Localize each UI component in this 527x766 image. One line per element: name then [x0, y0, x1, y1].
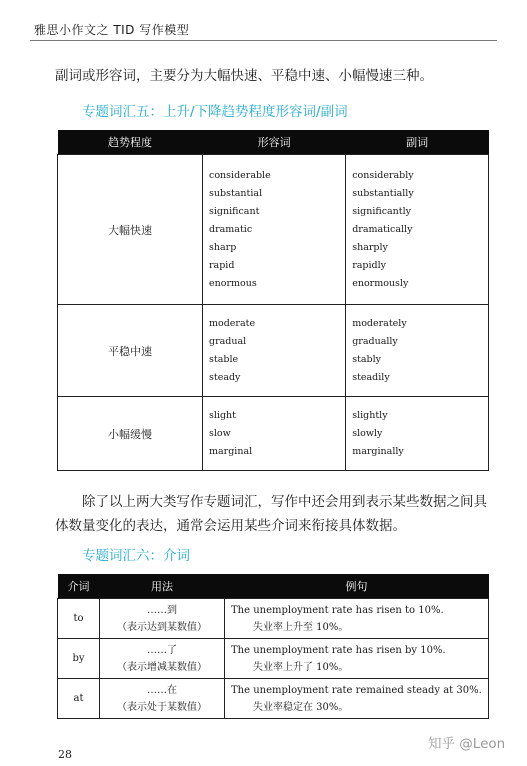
adverb: enormously	[352, 277, 409, 289]
col-header-usage: 用法	[100, 574, 225, 599]
adverb: considerably	[352, 169, 414, 181]
page-number: 28	[58, 748, 72, 761]
middle-paragraph: 除了以上两大类写作专题词汇，写作中还会用到表示某些数据之间具体数量变化的表达，通常会运用某些介词来衔接具体数据。	[55, 494, 487, 534]
table-header-row	[58, 130, 489, 155]
watermark: 知乎 @Leon	[428, 736, 506, 752]
preposition-table	[57, 574, 489, 719]
adverb-list	[346, 305, 489, 397]
usage-cell	[100, 599, 225, 639]
section-5-title: 专题词汇五：上升/下降趋势程度形容词/副词	[82, 104, 348, 120]
adverb-list	[346, 155, 489, 305]
preposition-cell: to	[58, 599, 100, 639]
usage-main: ……了	[147, 644, 177, 656]
col-header-degree: 趋势程度	[58, 130, 203, 155]
adjective: rapid	[209, 259, 235, 271]
adjective: moderate	[209, 317, 256, 329]
adverb: steadily	[352, 371, 390, 383]
table-row	[58, 397, 489, 471]
degree-cell: 小幅缓慢	[58, 397, 203, 471]
adjective: dramatic	[209, 223, 253, 235]
example-english: The unemployment rate has risen by 10%.	[231, 644, 446, 656]
adverb: sharply	[352, 241, 388, 253]
usage-main: ……到	[147, 604, 177, 616]
example-english: The unemployment rate has risen to 10%.	[231, 604, 444, 616]
table-row	[58, 305, 489, 397]
col-header-adverb: 副词	[346, 130, 489, 155]
adjective-list	[203, 305, 346, 397]
example-cell	[225, 599, 489, 639]
preposition-cell: at	[58, 679, 100, 719]
table-row	[58, 599, 489, 639]
example-chinese: 失业率稳定在 30%。	[253, 701, 349, 713]
adjective: enormous	[209, 277, 257, 289]
adjective: substantial	[209, 187, 263, 199]
adjective: gradual	[209, 335, 247, 347]
adverb: stably	[352, 353, 382, 365]
usage-note: （表示增减某数值）	[117, 661, 207, 673]
adverb: substantially	[352, 187, 414, 199]
adverb-list	[346, 397, 489, 471]
adjective: stable	[209, 353, 239, 365]
degree-cell: 平稳中速	[58, 305, 203, 397]
trend-degree-table	[57, 130, 489, 471]
example-english: The unemployment rate remained steady at 30%.	[231, 684, 482, 696]
adjective: marginal	[209, 445, 253, 457]
adjective-list	[203, 155, 346, 305]
adverb: slightly	[352, 409, 388, 421]
usage-main: ……在	[147, 684, 177, 696]
running-header: 雅思小作文之 TID 写作模型	[34, 23, 190, 37]
adjective: significant	[209, 205, 260, 217]
table-row	[58, 639, 489, 679]
usage-cell	[100, 679, 225, 719]
section-6-title: 专题词汇六：介词	[82, 548, 190, 564]
adverb: moderately	[352, 317, 407, 329]
adjective: slight	[209, 409, 236, 421]
example-cell	[225, 679, 489, 719]
usage-note: （表示处于某数值）	[117, 701, 207, 713]
adjective: slow	[209, 427, 231, 439]
col-header-preposition: 介词	[58, 574, 100, 599]
adverb: dramatically	[352, 223, 413, 235]
col-header-adjective: 形容词	[203, 130, 346, 155]
example-chinese: 失业率上升至 10%。	[253, 621, 349, 633]
usage-cell	[100, 639, 225, 679]
adjective: considerable	[209, 169, 271, 181]
table-row	[58, 155, 489, 305]
example-cell	[225, 639, 489, 679]
header-divider	[30, 40, 497, 41]
adverb: slowly	[352, 427, 383, 439]
adjective: sharp	[209, 241, 237, 253]
adjective-list	[203, 397, 346, 471]
example-chinese: 失业率上升了 10%。	[253, 661, 349, 673]
preposition-cell: by	[58, 639, 100, 679]
degree-cell: 大幅快速	[58, 155, 203, 305]
usage-note: （表示达到某数值）	[117, 621, 207, 633]
table-row	[58, 679, 489, 719]
adverb: gradually	[352, 335, 398, 347]
col-header-example: 例句	[225, 574, 489, 599]
adverb: rapidly	[352, 259, 387, 271]
adverb: marginally	[352, 445, 404, 457]
adverb: significantly	[352, 205, 412, 217]
adjective: steady	[209, 371, 241, 383]
table-header-row	[58, 574, 489, 599]
intro-paragraph: 副词或形容词，主要分为大幅快速、平稳中速、小幅慢速三种。	[55, 68, 433, 84]
